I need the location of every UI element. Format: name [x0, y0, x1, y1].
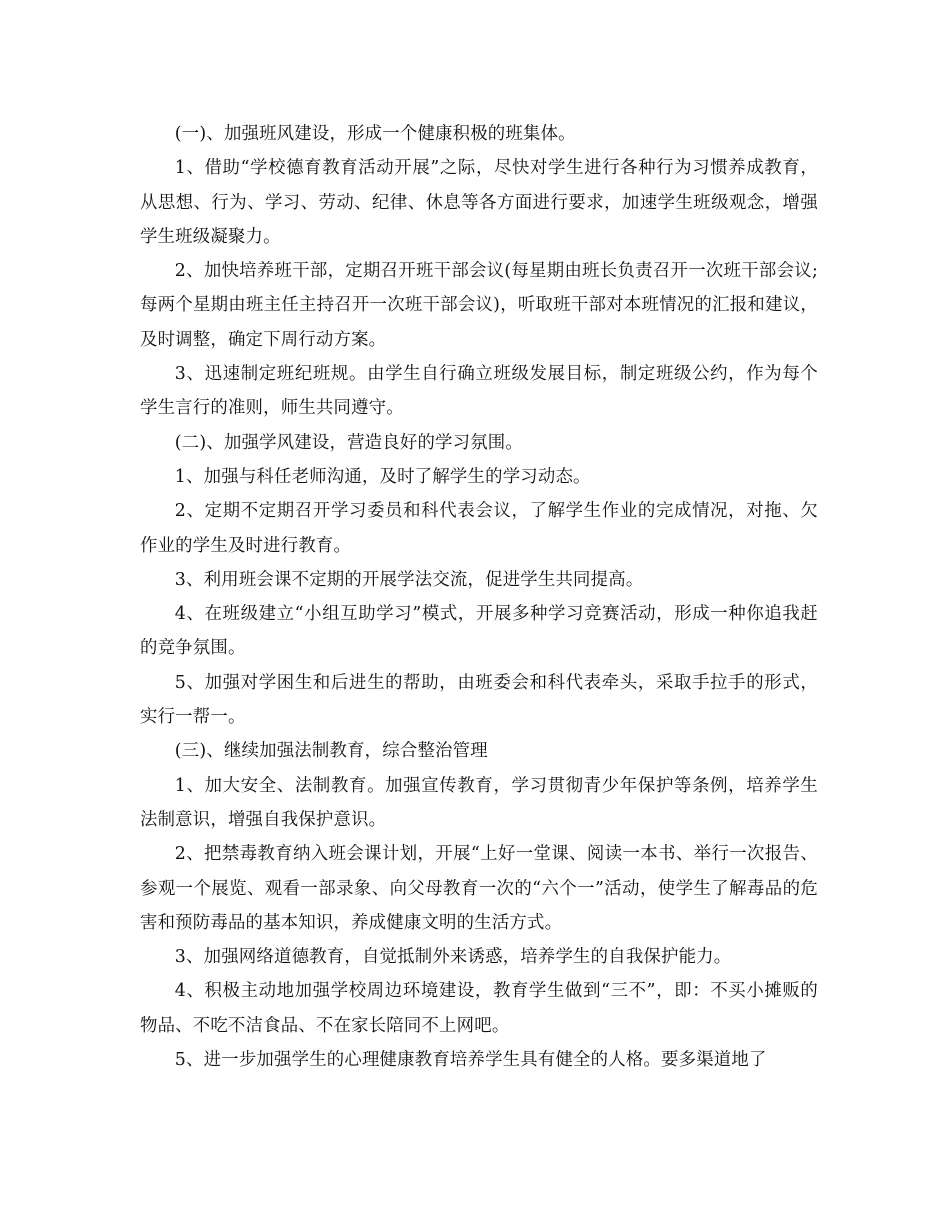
paragraph-teacher-communication: 1、加强与科任老师沟通，及时了解学生的学习动态。	[174, 466, 591, 487]
paragraph-struggling-students: 5、加强对学困生和后进生的帮助，由班委会和科代表牵头，采取手拉手的形式，实行一帮一。	[140, 672, 818, 728]
section-heading-study-style: (二)、加强学风建设，营造良好的学习氛围。	[174, 432, 523, 453]
paragraph-surroundings: 4、积极主动地加强学校周边环境建设，教育学生做到“三不”，即：不买小摊贩的物品、不吃不洁食品、不在家长陪同不上网吧。	[140, 981, 818, 1036]
paragraph-class-cadres: 2、加快培养班干部，定期召开班干部会议(每星期由班长负责召开一次班干部会议;每两个星期由班主任主持召开一次班干部会议)，听取班干部对本班情况的汇报和建议，及时调整，确定下周行动方案。	[140, 261, 818, 350]
paragraph-study-exchange: 3、利用班会课不定期的开展学法交流，促进学生共同提高。	[174, 569, 644, 590]
paragraph-safety-law: 1、加大安全、法制教育。加强宣传教育，学习贯彻青少年保护等条例，培养学生法制意识，增强自我保护意识。	[140, 775, 818, 830]
paragraph-anti-drug: 2、把禁毒教育纳入班会课计划，开展“上好一堂课、阅读一本书、举行一次报告、参观一个展览、观看一部录象、向父母教育一次的“六个一”活动，使学生了解毒品的危害和预防毒品的基本知识，养成健康文明的生活方式。	[140, 844, 818, 933]
paragraph-mental-health: 5、进一步加强学生的心理健康教育培养学生具有健全的人格。要多渠道地了	[174, 1050, 767, 1071]
paragraph-representative-meetings: 2、定期不定期召开学习委员和科代表会议，了解学生作业的完成情况，对拖、欠作业的学生及时进行教育。	[140, 501, 818, 556]
paragraph-behavior-habits: 1、借助“学校德育教育活动开展”之际，尽快对学生进行各种行为习惯养成教育，从思想、行为、学习、劳动、纪律、休息等各方面进行要求，加速学生班级观念，增强学生班级凝聚力。	[140, 158, 818, 247]
paragraph-group-mutual-help: 4、在班级建立“小组互助学习”模式，开展多种学习竞赛活动，形成一种你追我赶的竞争氛围。	[140, 604, 818, 659]
document-body	[140, 117, 818, 1077]
paragraph-class-rules: 3、迅速制定班纪班规。由学生自行确立班级发展目标，制定班级公约，作为每个学生言行的准则，师生共同遵守。	[140, 364, 818, 419]
section-heading-class-spirit: (一)、加强班风建设，形成一个健康积极的班集体。	[174, 124, 576, 144]
paragraph-network-ethics: 3、加强网络道德教育，自觉抵制外来诱惑，培养学生的自我保护能力。	[174, 947, 732, 968]
section-heading-legal-education: (三)、继续加强法制教育，综合整治管理	[174, 741, 488, 762]
